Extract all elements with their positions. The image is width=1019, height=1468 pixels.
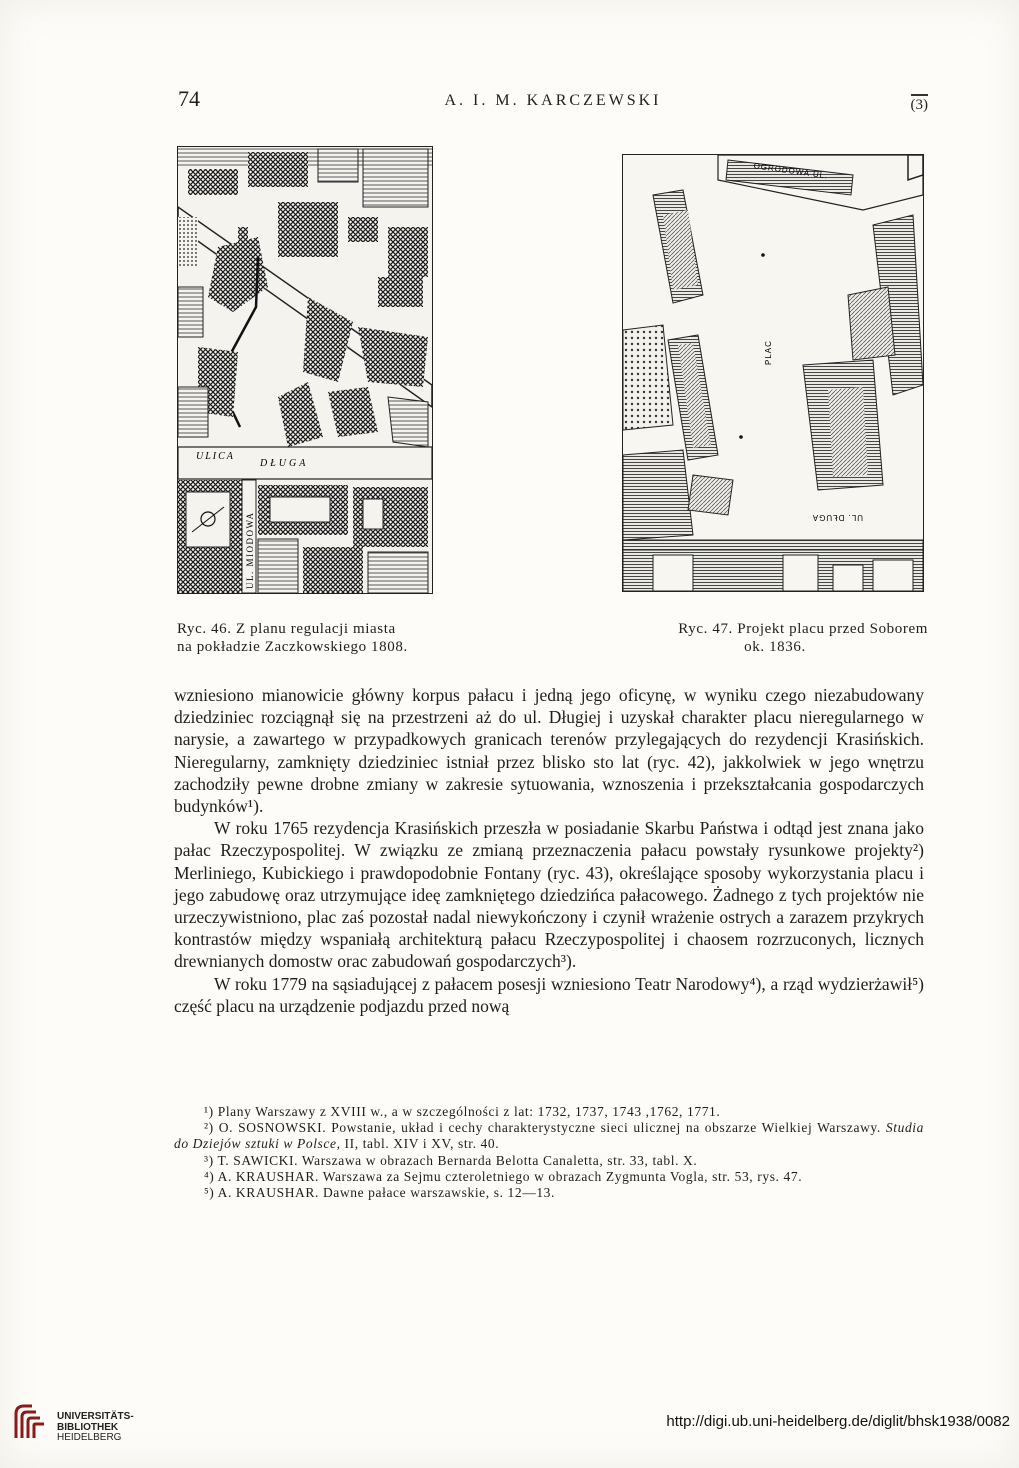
running-head: A. I. M. KARCZEWSKI [444, 92, 662, 109]
figure-47-map [622, 154, 924, 592]
body-paragraph-2: W roku 1765 rezydencja Krasińskich przeszła w posiadanie Skarbu Państwa i odtąd jest znana jako pałac Rzeczypospolitej. W związku ze zmianą przeznaczenia pałacu powstały rysunkowe projekty²) Merliniego, Kubickiego i prawdopodobnie Fontany (ryc. 43), określające sposoby wykorzystania placu i jego zabudowę oraz utrzymujące ideę zamkniętego dziedzińca pałacowego. Żadnego z tych projektów nie urzeczywistniono, plac zaś pozostał nadal niewykończony i czynił wrażenie ostrych a zarazem przykrych kontrastów między wspaniałą architekturą pałacu Rzeczypospolitej i chaosem rozrzuconych, licznych drewnianych domostw orac zabudowań gospodarczych³). [174, 818, 924, 972]
figure-47-caption [622, 620, 928, 656]
body-paragraph-1: wzniesiono mianowicie główny korpus pałacu i jedną jego oficynę, w wyniku czego niezabudowany dziedziniec rozciągnął się na przestrzeni aż do ul. Długiej i uzyskał charakter placu nieregularnego w narysie, a zawartego w przypadkowych granicach terenów przylegających do rezydencji Krasińskich. Nieregularny, zamknięty dziedziniec istniał przez blisko sto lat (ryc. 42), jakkolwiek w jego wnętrzu zachodziły pewne drobne zmiany w zakresie sytuowania, wznoszenia i przekształcania gospodarczych budynków¹). [174, 685, 924, 817]
figure-47-drawing [623, 155, 923, 591]
map-label-ogrodowa: OGRODOWA UL. [753, 161, 829, 181]
map-label-dluga: UL. DŁUGA [811, 513, 863, 522]
map-label-plac: PLAC [764, 340, 773, 365]
map-label-dluga: DŁUGA [260, 458, 309, 469]
library-name [57, 1412, 134, 1444]
map-label-miodowa: UL. MIODOWA [245, 511, 255, 589]
body-text [174, 684, 924, 1017]
figure-46-caption [177, 620, 408, 656]
footnote-4: ⁴) A. KRAUSHAR. Warszawa za Sejmu czteroletniego w obrazach Zygmunta Vogla, str. 53, rys. 47. [204, 1168, 803, 1184]
signature-mark: (3) [911, 94, 929, 113]
footnote-2-title: Studia do Dziejów sztuki w Polsce, [174, 1120, 924, 1152]
figure-47-caption-line2: ok. 1836. [744, 639, 806, 655]
footnote-2-rest: II, tabl. XIV i XV, str. 40. [340, 1136, 500, 1152]
library-line-1: UNIVERSITÄTS- [57, 1411, 134, 1422]
library-line-2: BIBLIOTHEK [57, 1421, 119, 1433]
page-header [178, 86, 928, 120]
library-line-3: HEIDELBERG [57, 1432, 122, 1443]
footnote-2 [174, 1120, 924, 1152]
footnote-3: ³) T. SAWICKI. Warszawa w obrazach Bernarda Belotta Canaletta, str. 33, tabl. X. [204, 1152, 698, 1168]
digitization-footer [0, 1396, 1019, 1456]
footnotes [174, 1104, 924, 1201]
footnote-2-main: ²) O. SOSNOWSKI. Powstanie, układ i cechy charakterystyczne sieci ulicznej na obszarze Wielkiej Warszawy. [204, 1120, 886, 1136]
footnote-5: ⁵) A. KRAUSHAR. Dawne pałace warszawskie, s. 12—13. [204, 1185, 555, 1201]
figure-46-map [177, 146, 433, 594]
page-number: 74 [178, 86, 200, 111]
body-paragraph-3: W roku 1779 na sąsiadującej z pałacem posesji wzniesiono Teatr Narodowy⁴), a rząd wydzierżawił⁵) część placu na urządzenie podjazdu przed nową [174, 973, 924, 1016]
library-logo-icon [12, 1402, 52, 1442]
figure-46-drawing [178, 147, 432, 593]
source-url-link[interactable]: http://digi.ub.uni-heidelberg.de/diglit/bhsk1938/0082 [666, 1413, 1010, 1430]
figure-46-caption-line2: na pokładzie Zaczkowskiego 1808. [177, 639, 408, 655]
map-label-ulica: ULICA [196, 451, 235, 462]
footnote-1: ¹) Plany Warszawy z XVIII w., a w szczególności z lat: 1732, 1737, 1743 ,1762, 1771. [204, 1104, 721, 1119]
figure-46-caption-line1: Ryc. 46. Z planu regulacji miasta [177, 621, 396, 637]
figure-47-caption-line1: Ryc. 47. Projekt placu przed Soborem [678, 621, 928, 637]
